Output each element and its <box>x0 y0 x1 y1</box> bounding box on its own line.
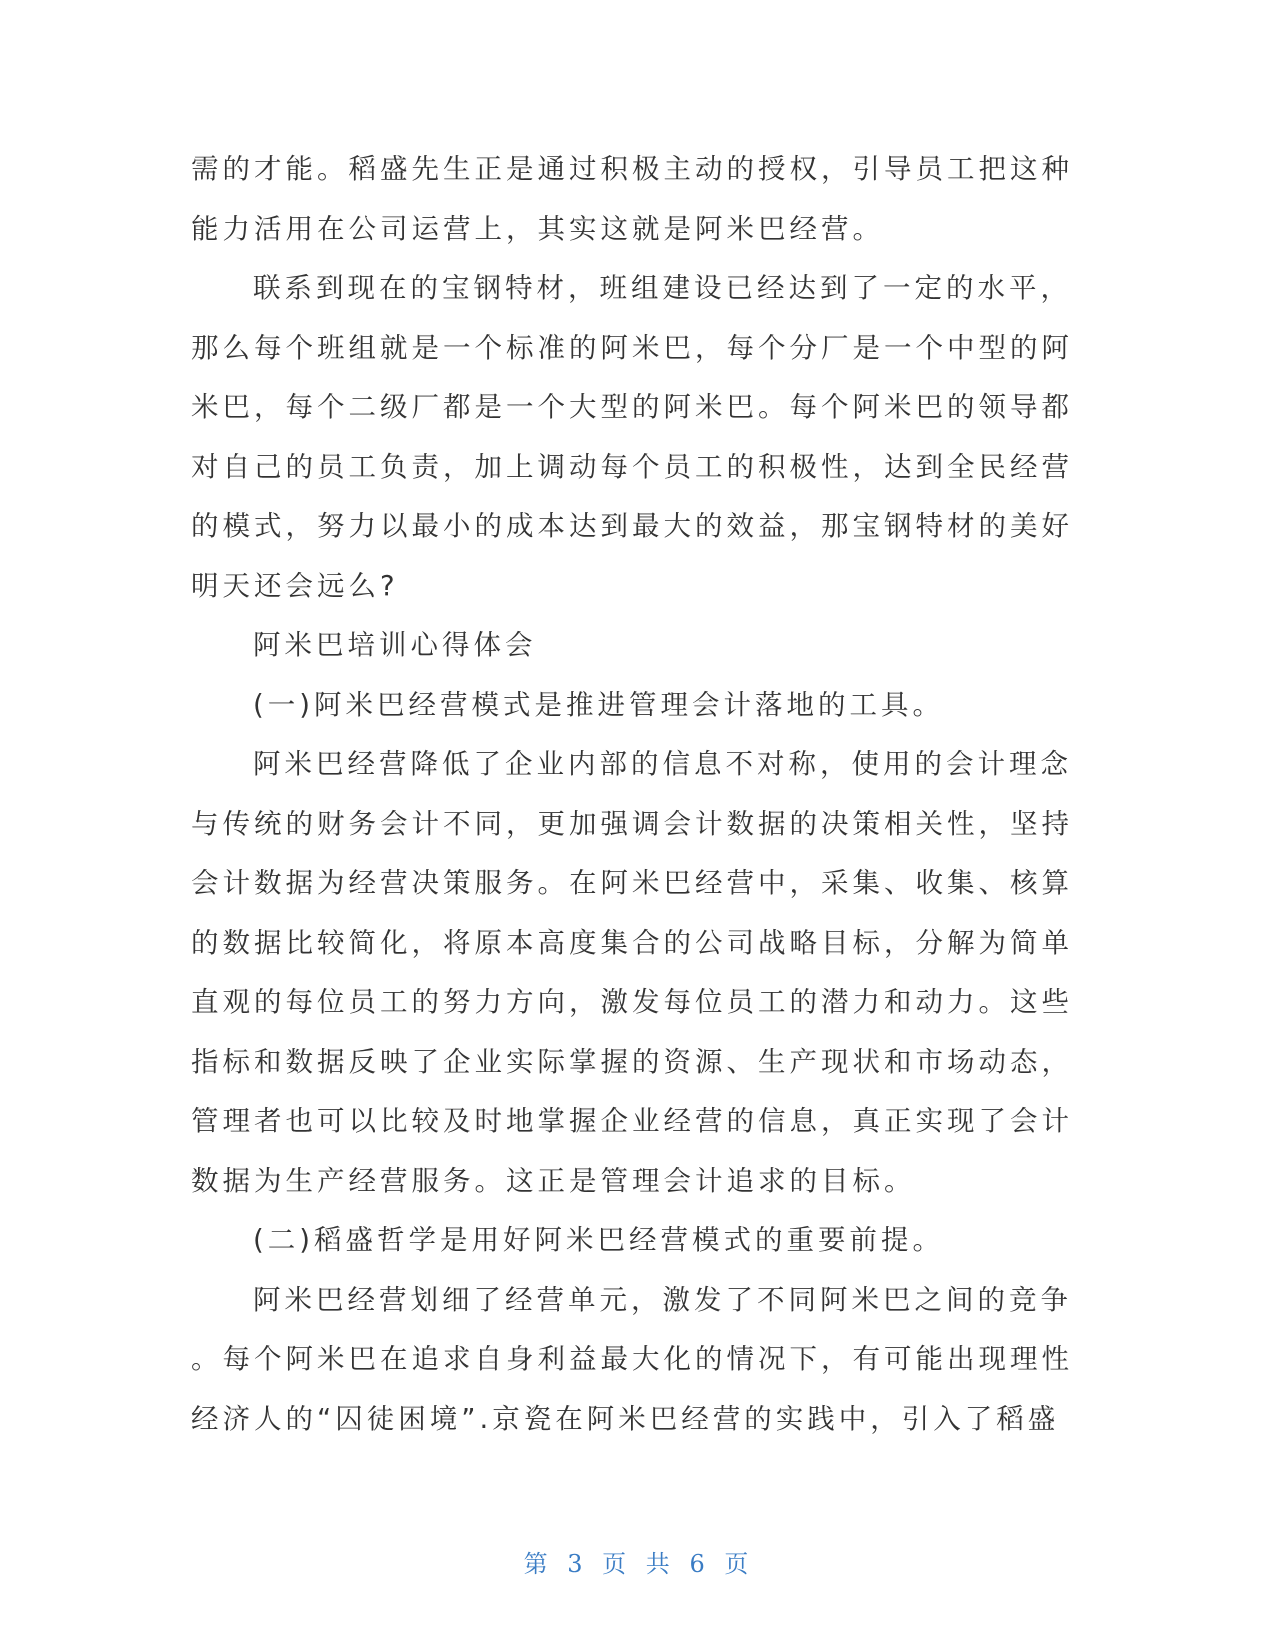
text-line: 。每个阿米巴在追求自身利益最大化的情况下，有可能出现理性 <box>191 1343 1073 1375</box>
subheading: (一)阿米巴经营模式是推进管理会计落地的工具。 <box>253 688 944 721</box>
subheading: (二)稻盛哲学是用好阿米巴经营模式的重要前提。 <box>253 1224 944 1256</box>
text-line: 联系到现在的宝钢特材，班组建设已经达到了一定的水平， <box>253 272 1072 304</box>
page-number-footer: 第 3 页 共 6 页 <box>523 1550 752 1578</box>
text-line: 指标和数据反映了企业实际掌握的资源、生产现状和市场动态， <box>191 1045 1073 1078</box>
text-line: 明天还会远么? <box>191 569 399 602</box>
text-line: 与传统的财务会计不同，更加强调会计数据的决策相关性，坚持 <box>191 807 1073 840</box>
text-line: 能力活用在公司运营上，其实这就是阿米巴经营。 <box>191 212 884 245</box>
text-line: 管理者也可以比较及时地掌握企业经营的信息，真正实现了会计 <box>191 1105 1073 1137</box>
text-line: 那么每个班组就是一个标准的阿米巴，每个分厂是一个中型的阿 <box>191 331 1073 364</box>
text-line: 的数据比较简化，将原本高度集合的公司战略目标，分解为简单 <box>191 926 1073 959</box>
text-line: 的模式，努力以最小的成本达到最大的效益，那宝钢特材的美好 <box>191 510 1073 542</box>
text-line: 数据为生产经营服务。这正是管理会计追求的目标。 <box>191 1164 916 1197</box>
text-line: 经济人的“囚徒困境”.京瓷在阿米巴经营的实践中，引入了稻盛 <box>191 1402 1060 1435</box>
text-line: 阿米巴经营划细了经营单元，激发了不同阿米巴之间的竞争 <box>253 1283 1072 1316</box>
text-line: 会计数据为经营决策服务。在阿米巴经营中，采集、收集、核算 <box>191 867 1073 899</box>
document-body <box>191 140 1071 1449</box>
text-line: 直观的每位员工的努力方向，激发每位员工的潜力和动力。这些 <box>191 986 1073 1018</box>
text-line: 阿米巴经营降低了企业内部的信息不对称，使用的会计理念 <box>253 748 1072 780</box>
text-line: 对自己的员工负责，加上调动每个员工的积极性，达到全民经营 <box>191 450 1073 483</box>
text-line: 米巴，每个二级厂都是一个大型的阿米巴。每个阿米巴的领导都 <box>191 391 1073 423</box>
section-heading: 阿米巴培训心得体会 <box>253 629 537 661</box>
text-line: 需的才能。稻盛先生正是通过积极主动的授权，引导员工把这种 <box>191 153 1073 185</box>
